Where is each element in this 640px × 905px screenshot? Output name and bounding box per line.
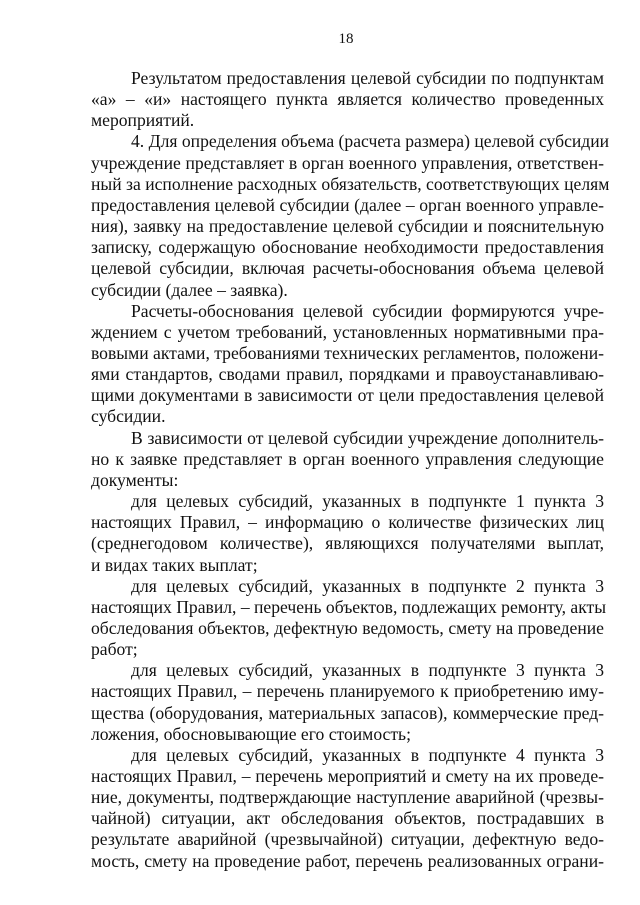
text-line: для целевых субсидий, указанных в подпункте 3 пункта 3 — [131, 660, 604, 681]
text-line: но к заявке представляет в орган военного управления следующие — [91, 448, 604, 469]
text-line: ями стандартов, сводами правил, порядками и правоустанавливаю- — [91, 364, 604, 385]
text-line: обследования объектов, дефектную ведомость, смету на проведение — [91, 617, 604, 638]
text-line: настоящих Правил, – перечень планируемого к приобретению иму- — [91, 681, 604, 702]
text-line: щества (оборудования, материальных запасов), коммерческие пред- — [91, 702, 604, 723]
text-line: «а» – «и» настоящего пункта является количество проведенных — [91, 89, 604, 110]
text-line: мость, смету на проведение работ, перечень реализованных ограни- — [91, 850, 604, 871]
text-line: предоставления целевой субсидии (далее – орган военного управле- — [91, 194, 604, 215]
text-line: ждением с учетом требований, установленных нормативными пра- — [91, 321, 604, 342]
text-line: настоящих Правил, – перечень объектов, подлежащих ремонту, акты — [91, 596, 607, 617]
text-line: В зависимости от целевой субсидии учреждение дополнитель- — [131, 427, 604, 448]
text-line: для целевых субсидий, указанных в подпункте 1 пункта 3 — [131, 491, 604, 511]
text-line: (среднегодовом количестве), являющихся получателями выплат, — [91, 533, 604, 554]
text-line: Расчеты-обоснования целевой субсидии формируются учре- — [131, 300, 604, 321]
text-line: субсидии (далее – заявка). — [91, 279, 288, 300]
text-line: документы: — [91, 469, 179, 490]
text-line: ние, документы, подтверждающие наступление аварийной (чрезвы- — [91, 787, 604, 808]
text-line: записку, содержащую обоснование необходимости предоставления — [91, 237, 604, 258]
text-line: ния), заявку на предоставление целевой субсидии и пояснительную — [91, 216, 604, 236]
text-line: ложения, обосновывающие его стоимость; — [91, 723, 411, 744]
text-line: 4. Для определения объема (расчета размера) целевой субсидии — [131, 131, 610, 152]
text-line: работ; — [91, 639, 138, 659]
text-line: Результатом предоставления целевой субсидии по подпунктам — [131, 68, 604, 88]
text-line: настоящих Правил, – перечень мероприятий и смету на их проведе- — [91, 765, 604, 786]
text-line: результате аварийной (чрезвычайной) ситуации, дефектную ведо- — [91, 829, 604, 850]
text-line: чайной) ситуации, акт обследования объектов, пострадавших в — [91, 808, 604, 829]
text-line: субсидии. — [91, 406, 166, 427]
text-line: вовыми актами, требованиями технических регламентов, положени- — [91, 342, 604, 363]
text-line: учреждение представляет в орган военного управления, ответствен- — [91, 152, 604, 173]
text-line: мероприятий. — [91, 110, 195, 131]
text-line: щими документами в зависимости от цели предоставления целевой — [91, 385, 604, 406]
text-line: настоящих Правил, – информацию о количестве физических лиц — [91, 512, 604, 533]
text-line: и видах таких выплат; — [91, 554, 258, 575]
text-line: для целевых субсидий, указанных в подпункте 2 пункта 3 — [131, 575, 604, 596]
page-number: 18 — [338, 31, 354, 47]
text-line: ный за исполнение расходных обязательств, соответствующих целям — [91, 173, 610, 194]
text-line: для целевых субсидий, указанных в подпункте 4 пункта 3 — [131, 744, 604, 765]
text-line: целевой субсидии, включая расчеты-обоснования объема целевой — [91, 258, 604, 279]
